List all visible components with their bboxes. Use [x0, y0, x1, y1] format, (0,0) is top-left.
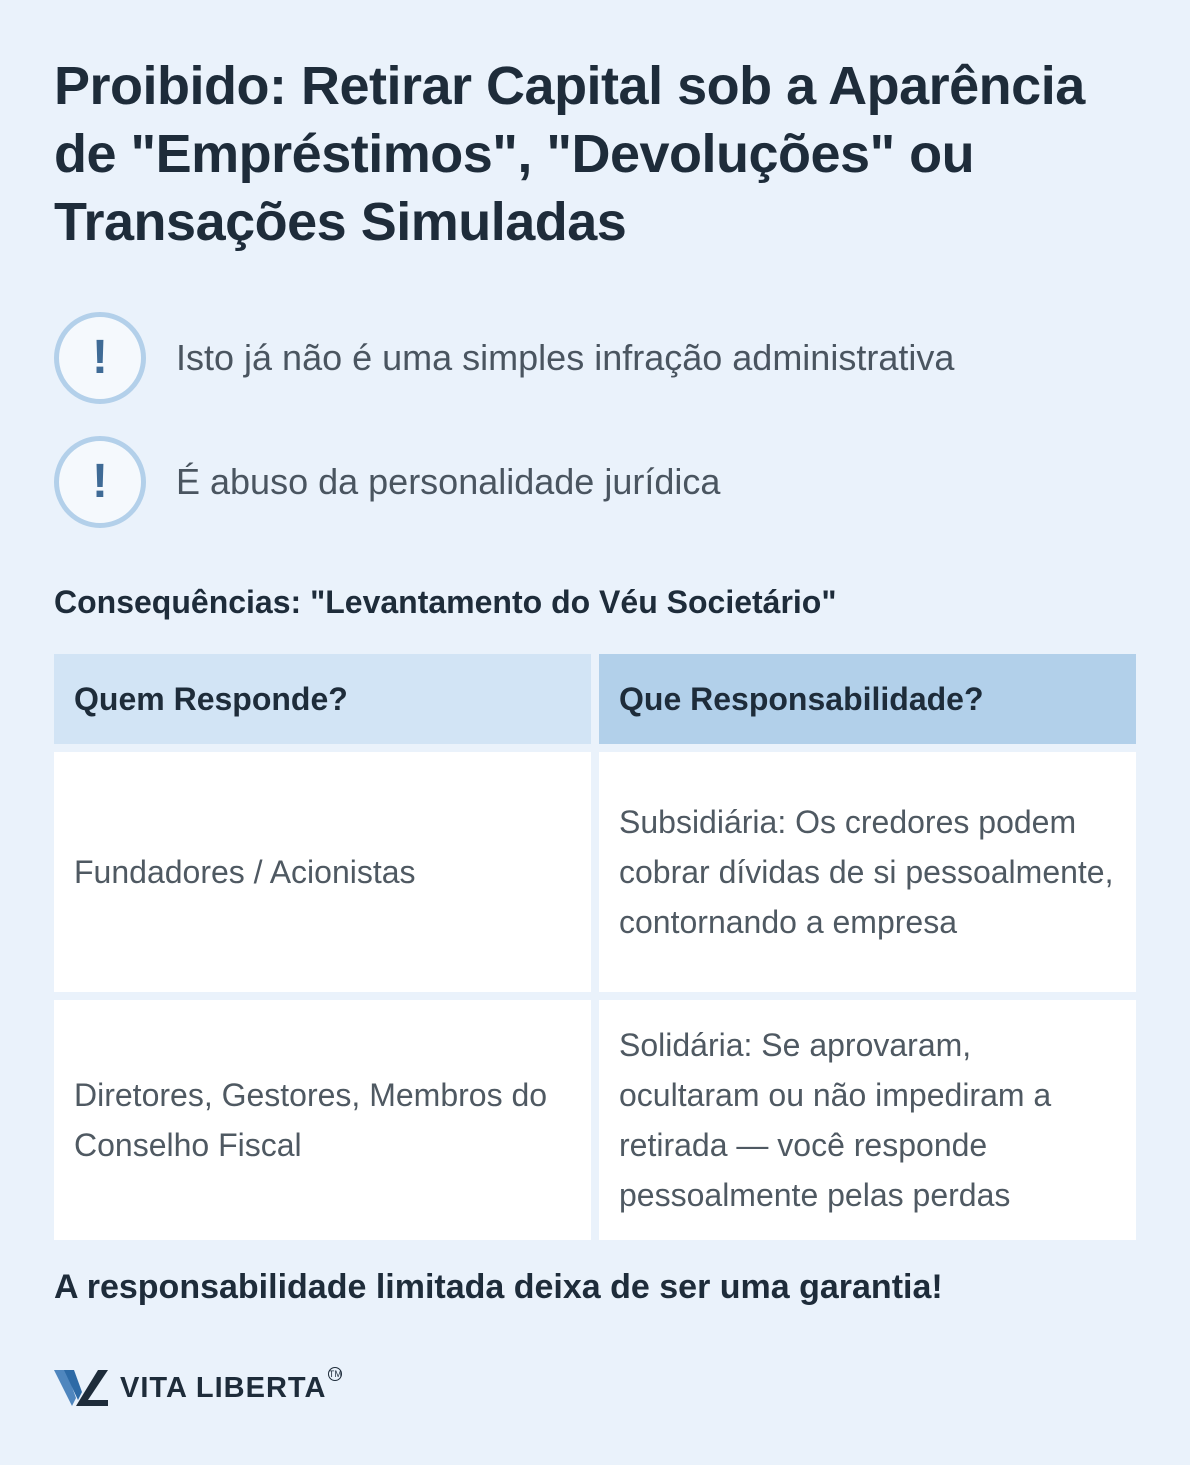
exclamation-mark: ! [92, 455, 108, 508]
table-header-liability: Que Responsabilidade? [599, 654, 1136, 744]
conclusion-text: A responsabilidade limitada deixa de ser uma garantia! [54, 1268, 943, 1306]
table-header-who: Quem Responde? [54, 654, 591, 744]
vita-liberta-logo-icon [54, 1368, 110, 1408]
trademark-mark: TM [328, 1369, 342, 1379]
cell-text: Subsidiária: Os credores podem cobrar dívidas de si pessoalmente, contornando a empresa [619, 804, 1114, 940]
liability-table [54, 654, 1136, 1240]
table-cell-liability [599, 1000, 1136, 1240]
cell-text: Fundadores / Acionistas [74, 854, 416, 890]
alert-text: Isto já não é uma simples infração administrativa [176, 337, 955, 378]
consequences-heading: Consequências: "Levantamento do Véu Societário" [54, 584, 837, 620]
exclamation-icon [54, 436, 146, 528]
alert-item [54, 432, 720, 532]
brand-name: VITA LIBERTA [120, 1371, 327, 1404]
table-cell-who [54, 752, 591, 992]
table-cell-liability [599, 752, 1136, 992]
page-title: Proibido: Retirar Capital sob a Aparência de "Empréstimos", "Devoluções" ou Transações Simuladas [54, 56, 1085, 252]
cell-text: Solidária: Se aprovaram, ocultaram ou não impediram a retirada — você responde pessoalmente pelas perdas [619, 1027, 1052, 1213]
alert-text: É abuso da personalidade jurídica [176, 461, 721, 502]
alert-item [54, 308, 954, 408]
brand-logo [54, 1368, 342, 1408]
cell-text: Diretores, Gestores, Membros do Conselho Fiscal [74, 1077, 548, 1163]
exclamation-mark: ! [92, 331, 108, 384]
exclamation-icon [54, 312, 146, 404]
table-cell-who [54, 1000, 591, 1240]
